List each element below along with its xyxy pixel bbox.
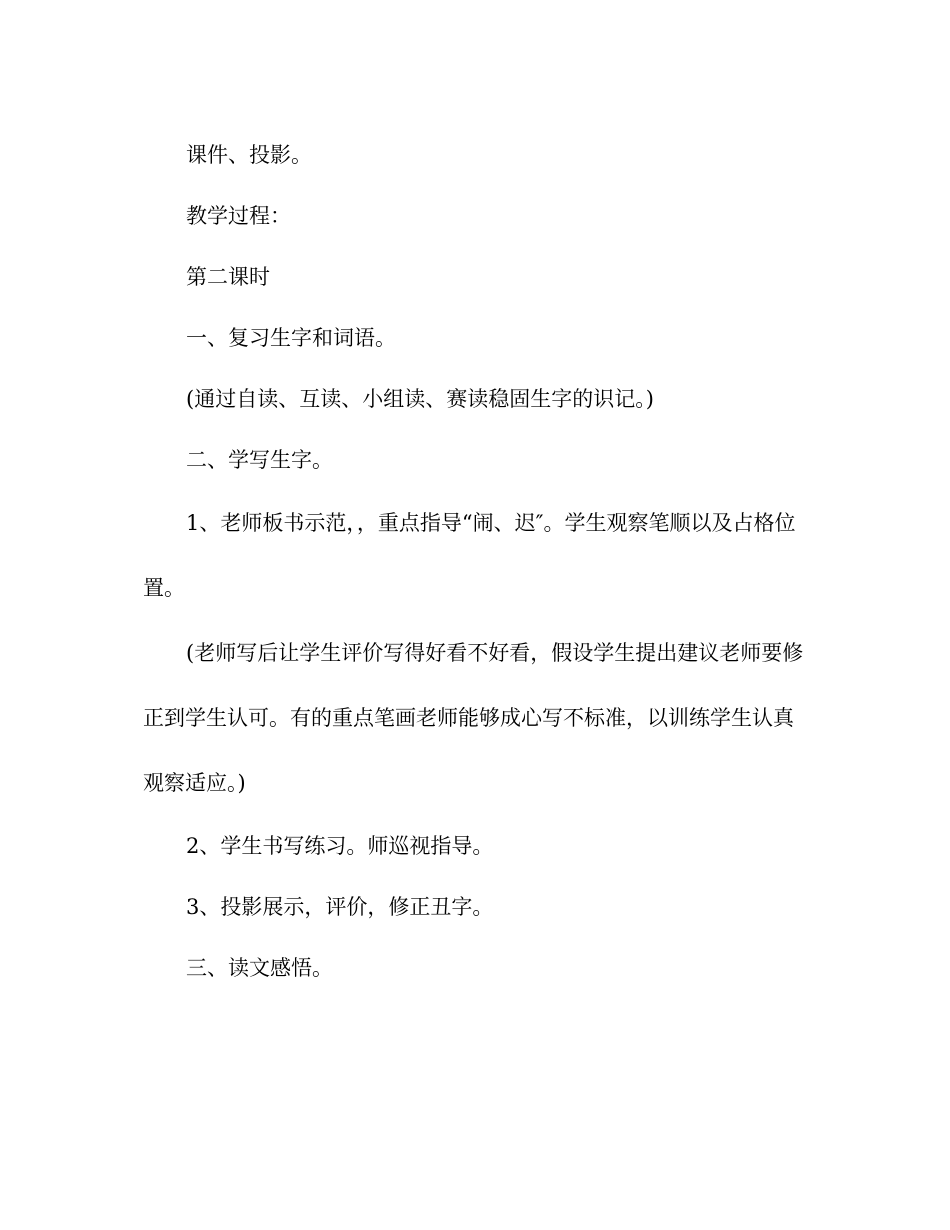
section-heading-review: 一、复习生字和词语。 [186,326,396,350]
document-body [143,125,808,999]
paragraph-teaching-process: 教学过程： [186,204,291,228]
paragraph-second-lesson: 第二课时 [186,265,270,289]
paragraph-review-note: (通过自读、互读、小组读、赛读稳固生字的识记。) [186,387,654,411]
paragraph-step-1-note: (老师写后让学生评价写得好看不好看，假设学生提出建议老师要修正到学生认可。有的重点笔画老师能够成心写不标准，以训练学生认真观察适应。) [143,641,804,795]
section-heading-writing: 二、学写生字。 [186,448,333,472]
paragraph-step-1: 1、老师板书示范，，重点指导“闹、迟″。学生观察笔顺以及占格位置。 [143,511,796,600]
section-heading-reading: 三、读文感悟。 [186,956,333,980]
paragraph-materials: 课件、投影。 [186,143,312,167]
paragraph-step-2: 2、学生书写练习。师巡视指导。 [186,834,494,858]
paragraph-step-3: 3、投影展示，评价，修正丑字。 [186,895,494,919]
